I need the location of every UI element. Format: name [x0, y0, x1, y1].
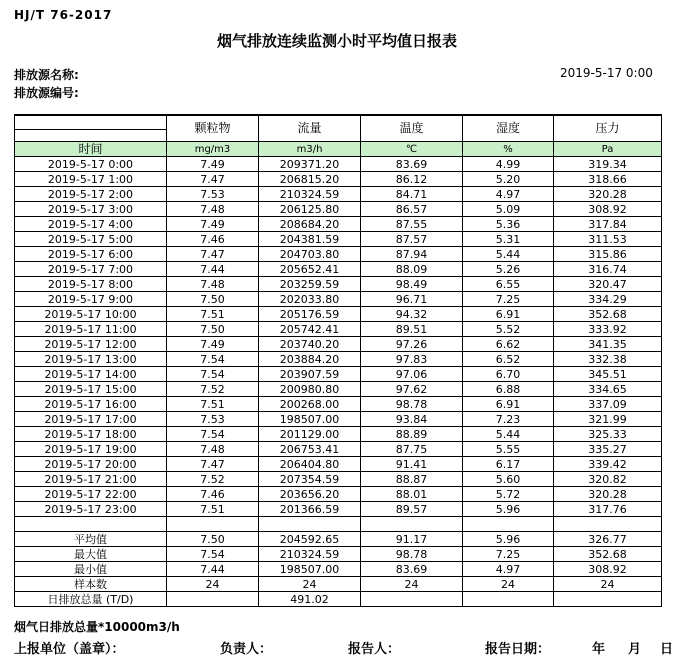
value-cell: 7.44 — [167, 562, 259, 577]
time-cell: 2019-5-17 11:00 — [15, 322, 167, 337]
summary-row — [15, 592, 662, 607]
value-cell: 98.78 — [361, 547, 463, 562]
standard-code: HJ/T 76-2017 — [14, 8, 113, 22]
header-name-row — [15, 115, 662, 130]
time-cell: 2019-5-17 22:00 — [15, 487, 167, 502]
value-cell: 209371.20 — [259, 157, 361, 172]
value-cell: 7.54 — [167, 427, 259, 442]
value-cell — [259, 517, 361, 532]
value-cell: 6.91 — [463, 307, 554, 322]
value-cell: 88.87 — [361, 472, 463, 487]
value-cell: 5.60 — [463, 472, 554, 487]
value-cell: 7.49 — [167, 217, 259, 232]
table-row — [15, 172, 662, 187]
report-unit-label: 上报单位（盖章）： — [14, 642, 125, 657]
value-cell: 198507.00 — [259, 412, 361, 427]
time-cell: 2019-5-17 8:00 — [15, 277, 167, 292]
value-cell: 200268.00 — [259, 397, 361, 412]
value-cell: 7.53 — [167, 412, 259, 427]
value-cell: 308.92 — [554, 562, 662, 577]
value-cell: 201129.00 — [259, 427, 361, 442]
value-cell: 206753.41 — [259, 442, 361, 457]
table-row — [15, 187, 662, 202]
value-cell: 83.69 — [361, 562, 463, 577]
value-cell — [361, 517, 463, 532]
time-cell: 2019-5-17 17:00 — [15, 412, 167, 427]
value-cell: 24 — [259, 577, 361, 592]
time-cell: 2019-5-17 10:00 — [15, 307, 167, 322]
table-row — [15, 247, 662, 262]
value-cell: 87.94 — [361, 247, 463, 262]
value-cell: 93.84 — [361, 412, 463, 427]
value-cell: 201366.59 — [259, 502, 361, 517]
value-cell: 88.09 — [361, 262, 463, 277]
time-cell: 2019-5-17 0:00 — [15, 157, 167, 172]
value-cell: 5.44 — [463, 247, 554, 262]
value-cell: 97.83 — [361, 352, 463, 367]
column-unit: m3/h — [259, 142, 361, 157]
value-cell: 352.68 — [554, 547, 662, 562]
table-row — [15, 457, 662, 472]
value-cell — [554, 517, 662, 532]
value-cell: 7.47 — [167, 247, 259, 262]
time-cell: 2019-5-17 18:00 — [15, 427, 167, 442]
value-cell: 7.46 — [167, 487, 259, 502]
value-cell: 203656.20 — [259, 487, 361, 502]
value-cell: 206815.20 — [259, 172, 361, 187]
value-cell: 206404.80 — [259, 457, 361, 472]
month-label: 月 — [628, 642, 642, 657]
unit-row — [15, 142, 662, 157]
value-cell: 7.51 — [167, 502, 259, 517]
value-cell: 352.68 — [554, 307, 662, 322]
value-cell: 334.29 — [554, 292, 662, 307]
summary-label-cell: 平均值 — [15, 532, 167, 547]
value-cell: 315.86 — [554, 247, 662, 262]
value-cell: 7.54 — [167, 367, 259, 382]
table-row — [15, 232, 662, 247]
value-cell: 6.91 — [463, 397, 554, 412]
value-cell: 337.09 — [554, 397, 662, 412]
time-cell: 2019-5-17 5:00 — [15, 232, 167, 247]
monitoring-table — [14, 114, 662, 607]
table-row — [15, 322, 662, 337]
value-cell: 7.49 — [167, 157, 259, 172]
column-header: 压力 — [554, 115, 662, 142]
value-cell: 491.02 — [259, 592, 361, 607]
value-cell: 5.52 — [463, 322, 554, 337]
value-cell: 4.99 — [463, 157, 554, 172]
value-cell: 203740.20 — [259, 337, 361, 352]
value-cell: 7.50 — [167, 532, 259, 547]
year-label: 年 — [592, 642, 606, 657]
value-cell: 24 — [554, 577, 662, 592]
table-row — [15, 442, 662, 457]
spacer-row — [15, 517, 662, 532]
value-cell: 97.06 — [361, 367, 463, 382]
value-cell: 87.55 — [361, 217, 463, 232]
value-cell: 205652.41 — [259, 262, 361, 277]
day-label: 日 — [660, 642, 674, 657]
value-cell: 311.53 — [554, 232, 662, 247]
table-row — [15, 502, 662, 517]
value-cell: 339.42 — [554, 457, 662, 472]
value-cell: 98.49 — [361, 277, 463, 292]
value-cell: 7.48 — [167, 202, 259, 217]
time-header-cell: 时间 — [15, 142, 167, 157]
value-cell: 325.33 — [554, 427, 662, 442]
value-cell: 210324.59 — [259, 187, 361, 202]
value-cell: 94.32 — [361, 307, 463, 322]
time-cell: 2019-5-17 15:00 — [15, 382, 167, 397]
value-cell: 203907.59 — [259, 367, 361, 382]
value-cell — [361, 592, 463, 607]
table-row — [15, 202, 662, 217]
footer-note: 烟气日排放总量*10000m3/h — [14, 620, 180, 634]
time-cell: 2019-5-17 21:00 — [15, 472, 167, 487]
value-cell: 83.69 — [361, 157, 463, 172]
summary-label-cell: 最大值 — [15, 547, 167, 562]
table-row — [15, 472, 662, 487]
value-cell: 91.41 — [361, 457, 463, 472]
value-cell: 6.70 — [463, 367, 554, 382]
value-cell: 316.74 — [554, 262, 662, 277]
value-cell: 320.82 — [554, 472, 662, 487]
value-cell: 6.17 — [463, 457, 554, 472]
value-cell: 7.49 — [167, 337, 259, 352]
value-cell: 91.17 — [361, 532, 463, 547]
summary-row — [15, 562, 662, 577]
table-row — [15, 487, 662, 502]
summary-row — [15, 547, 662, 562]
report-datetime: 2019-5-17 0:00 — [560, 66, 653, 80]
value-cell: 7.51 — [167, 307, 259, 322]
value-cell: 7.47 — [167, 457, 259, 472]
responsible-label: 负责人： — [220, 642, 273, 657]
time-cell: 2019-5-17 9:00 — [15, 292, 167, 307]
header-blank-top-cell — [15, 115, 167, 130]
value-cell: 341.35 — [554, 337, 662, 352]
value-cell: 7.52 — [167, 472, 259, 487]
table-row — [15, 382, 662, 397]
value-cell — [167, 517, 259, 532]
table-row — [15, 157, 662, 172]
page-title: 烟气排放连续监测小时平均值日报表 — [216, 32, 457, 50]
value-cell: 320.28 — [554, 487, 662, 502]
value-cell: 4.97 — [463, 187, 554, 202]
value-cell: 7.50 — [167, 322, 259, 337]
time-cell: 2019-5-17 1:00 — [15, 172, 167, 187]
value-cell: 24 — [463, 577, 554, 592]
table-row — [15, 292, 662, 307]
table-row — [15, 307, 662, 322]
source-name-label: 排放源名称: — [14, 68, 79, 82]
value-cell: 204703.80 — [259, 247, 361, 262]
table-row — [15, 367, 662, 382]
value-cell: 88.01 — [361, 487, 463, 502]
value-cell: 24 — [361, 577, 463, 592]
value-cell: 87.57 — [361, 232, 463, 247]
value-cell: 7.46 — [167, 232, 259, 247]
time-cell: 2019-5-17 14:00 — [15, 367, 167, 382]
value-cell: 7.52 — [167, 382, 259, 397]
time-cell: 2019-5-17 4:00 — [15, 217, 167, 232]
value-cell: 318.66 — [554, 172, 662, 187]
reporter-label: 报告人： — [348, 642, 401, 657]
time-cell: 2019-5-17 2:00 — [15, 187, 167, 202]
value-cell: 7.44 — [167, 262, 259, 277]
table-row — [15, 427, 662, 442]
value-cell: 88.89 — [361, 427, 463, 442]
value-cell: 334.65 — [554, 382, 662, 397]
value-cell: 207354.59 — [259, 472, 361, 487]
value-cell: 89.57 — [361, 502, 463, 517]
value-cell: 7.48 — [167, 442, 259, 457]
column-unit: mg/m3 — [167, 142, 259, 157]
spacer-cell — [15, 517, 167, 532]
source-code-label: 排放源编号: — [14, 86, 79, 100]
value-cell: 6.52 — [463, 352, 554, 367]
value-cell: 200980.80 — [259, 382, 361, 397]
value-cell: 5.36 — [463, 217, 554, 232]
value-cell: 5.96 — [463, 532, 554, 547]
value-cell: 6.55 — [463, 277, 554, 292]
value-cell: 84.71 — [361, 187, 463, 202]
value-cell: 317.84 — [554, 217, 662, 232]
value-cell: 202033.80 — [259, 292, 361, 307]
value-cell: 7.48 — [167, 277, 259, 292]
value-cell: 5.31 — [463, 232, 554, 247]
summary-label-cell: 最小值 — [15, 562, 167, 577]
value-cell: 5.96 — [463, 502, 554, 517]
time-cell: 2019-5-17 3:00 — [15, 202, 167, 217]
value-cell: 333.92 — [554, 322, 662, 337]
value-cell — [554, 592, 662, 607]
value-cell: 205742.41 — [259, 322, 361, 337]
value-cell: 205176.59 — [259, 307, 361, 322]
value-cell — [167, 592, 259, 607]
value-cell: 198507.00 — [259, 562, 361, 577]
summary-row — [15, 532, 662, 547]
time-cell: 2019-5-17 16:00 — [15, 397, 167, 412]
value-cell: 86.57 — [361, 202, 463, 217]
value-cell: 208684.20 — [259, 217, 361, 232]
value-cell: 210324.59 — [259, 547, 361, 562]
value-cell: 6.88 — [463, 382, 554, 397]
column-unit: % — [463, 142, 554, 157]
time-cell: 2019-5-17 13:00 — [15, 352, 167, 367]
value-cell: 335.27 — [554, 442, 662, 457]
table-body — [15, 157, 662, 607]
value-cell: 7.54 — [167, 547, 259, 562]
value-cell: 7.25 — [463, 292, 554, 307]
value-cell: 204381.59 — [259, 232, 361, 247]
value-cell: 5.09 — [463, 202, 554, 217]
value-cell: 320.47 — [554, 277, 662, 292]
value-cell: 7.23 — [463, 412, 554, 427]
value-cell: 7.25 — [463, 547, 554, 562]
column-unit: ℃ — [361, 142, 463, 157]
header-blank-bottom-cell — [15, 130, 167, 142]
value-cell: 321.99 — [554, 412, 662, 427]
report-date-label: 报告日期： — [485, 642, 551, 657]
value-cell: 98.78 — [361, 397, 463, 412]
column-header: 颗粒物 — [167, 115, 259, 142]
value-cell: 326.77 — [554, 532, 662, 547]
table-row — [15, 352, 662, 367]
value-cell: 87.75 — [361, 442, 463, 457]
summary-label-cell: 日排放总量 (T/D) — [15, 592, 167, 607]
value-cell: 203259.59 — [259, 277, 361, 292]
table-row — [15, 412, 662, 427]
time-cell: 2019-5-17 6:00 — [15, 247, 167, 262]
summary-label-cell: 样本数 — [15, 577, 167, 592]
table-row — [15, 397, 662, 412]
table-row — [15, 217, 662, 232]
value-cell: 345.51 — [554, 367, 662, 382]
value-cell: 332.38 — [554, 352, 662, 367]
time-cell: 2019-5-17 20:00 — [15, 457, 167, 472]
value-cell: 89.51 — [361, 322, 463, 337]
column-header: 流量 — [259, 115, 361, 142]
time-cell: 2019-5-17 19:00 — [15, 442, 167, 457]
value-cell: 5.20 — [463, 172, 554, 187]
value-cell: 204592.65 — [259, 532, 361, 547]
time-cell: 2019-5-17 23:00 — [15, 502, 167, 517]
value-cell: 97.26 — [361, 337, 463, 352]
column-header: 温度 — [361, 115, 463, 142]
value-cell: 7.50 — [167, 292, 259, 307]
value-cell — [463, 592, 554, 607]
value-cell: 7.47 — [167, 172, 259, 187]
value-cell: 5.72 — [463, 487, 554, 502]
value-cell: 5.44 — [463, 427, 554, 442]
value-cell: 308.92 — [554, 202, 662, 217]
value-cell: 97.62 — [361, 382, 463, 397]
value-cell: 317.76 — [554, 502, 662, 517]
time-cell: 2019-5-17 12:00 — [15, 337, 167, 352]
value-cell: 320.28 — [554, 187, 662, 202]
value-cell: 319.34 — [554, 157, 662, 172]
value-cell: 206125.80 — [259, 202, 361, 217]
value-cell: 7.54 — [167, 352, 259, 367]
summary-row — [15, 577, 662, 592]
column-header: 湿度 — [463, 115, 554, 142]
value-cell: 4.97 — [463, 562, 554, 577]
value-cell: 203884.20 — [259, 352, 361, 367]
value-cell: 24 — [167, 577, 259, 592]
value-cell: 96.71 — [361, 292, 463, 307]
time-cell: 2019-5-17 7:00 — [15, 262, 167, 277]
table-row — [15, 262, 662, 277]
value-cell: 7.51 — [167, 397, 259, 412]
value-cell: 5.55 — [463, 442, 554, 457]
value-cell: 6.62 — [463, 337, 554, 352]
value-cell: 7.53 — [167, 187, 259, 202]
column-unit: Pa — [554, 142, 662, 157]
table-row — [15, 337, 662, 352]
value-cell: 86.12 — [361, 172, 463, 187]
value-cell — [463, 517, 554, 532]
value-cell: 5.26 — [463, 262, 554, 277]
table-row — [15, 277, 662, 292]
